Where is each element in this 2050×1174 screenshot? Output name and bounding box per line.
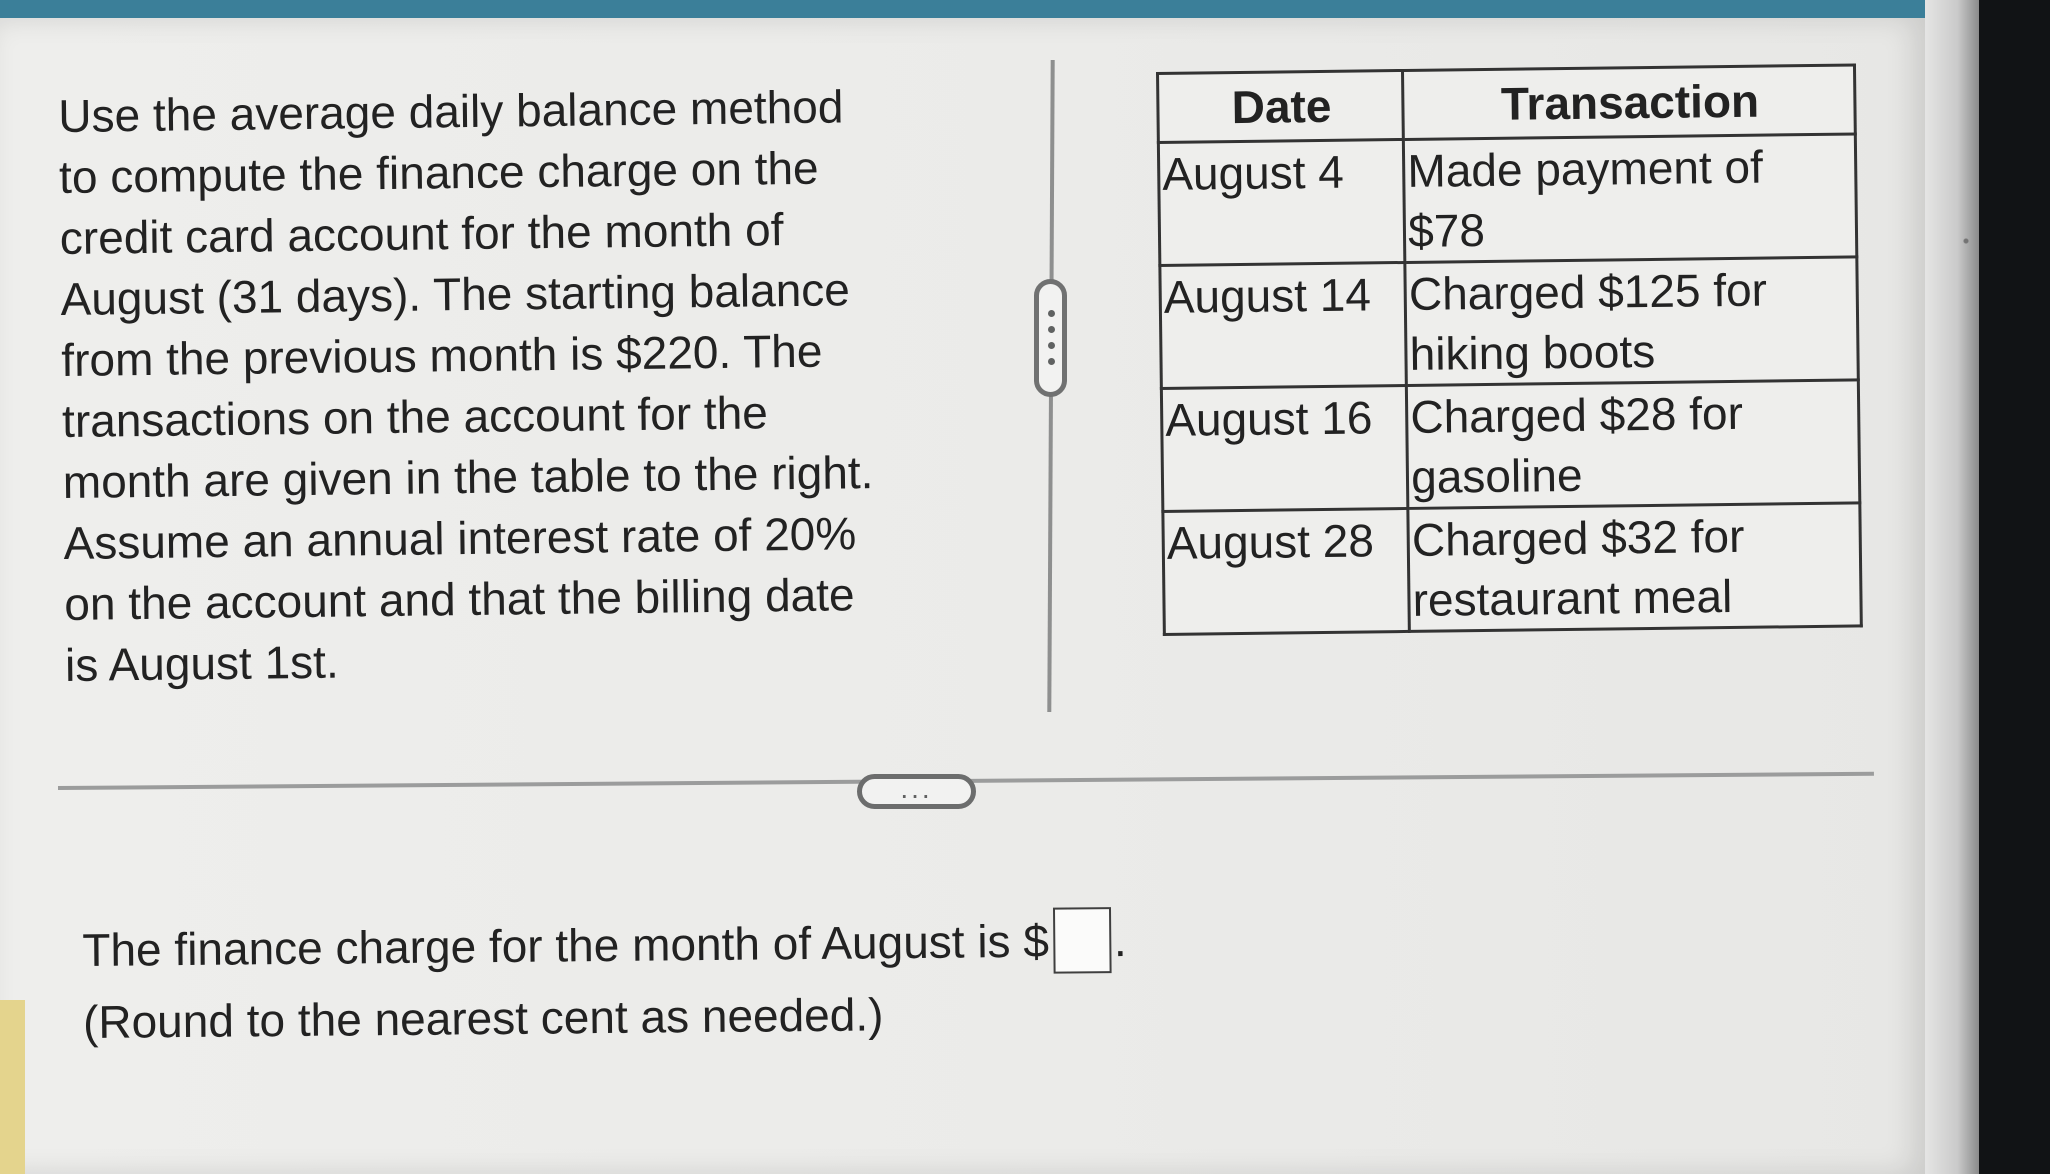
answer-suffix: . [1113, 913, 1127, 967]
date-header: Date [1158, 70, 1404, 142]
answer-prefix: The finance charge for the month of August is $ [82, 914, 1050, 976]
dot-icon [1048, 342, 1055, 349]
transaction-line: restaurant meal [1412, 570, 1733, 626]
transaction-line: Charged $28 for [1410, 386, 1744, 443]
transaction-line: Charged $32 for [1411, 509, 1745, 566]
dot-icon [1048, 358, 1055, 365]
horizontal-resize-handle[interactable]: ... [857, 774, 976, 809]
dot-icon [1048, 310, 1055, 317]
transaction-line: $78 [1407, 203, 1486, 257]
transaction-cell [1407, 380, 1860, 509]
table-row [1158, 134, 1856, 266]
table-header-row [1158, 65, 1856, 143]
problem-line-9: on the account and that the billing date [64, 568, 855, 630]
problem-line-2: to compute the finance charge on the [58, 141, 819, 203]
date-cell: August 14 [1160, 262, 1407, 388]
date-cell: August 28 [1163, 508, 1410, 634]
vertical-dots-icon [1048, 310, 1055, 366]
problem-line-10: is August 1st. [64, 635, 339, 691]
problem-line-5: from the previous month is $220. The [61, 324, 823, 386]
rounding-instruction: (Round to the nearest cent as needed.) [82, 988, 884, 1048]
monitor-bezel [1979, 0, 2050, 1174]
table-row [1161, 380, 1859, 512]
screen-smudge [1960, 230, 1972, 252]
problem-line-6: transactions on the account for the [61, 386, 769, 447]
transaction-cell [1404, 134, 1857, 263]
problem-line-1: Use the average daily balance method [58, 80, 844, 142]
problem-line-7: month are given in the table to the right. [62, 446, 874, 508]
answer-section [82, 902, 1383, 1058]
transaction-line: Charged $125 for [1408, 263, 1768, 320]
dot-icon [1048, 326, 1055, 333]
screen-edge-glare [1925, 0, 1979, 1174]
date-cell: August 4 [1158, 139, 1405, 265]
finance-charge-answer-input[interactable] [1053, 907, 1112, 974]
transaction-cell [1408, 503, 1861, 632]
transaction-line: Made payment of [1407, 140, 1764, 197]
top-color-bar [0, 0, 1925, 18]
transaction-cell [1405, 257, 1858, 386]
finance-charge-question [82, 902, 1383, 986]
left-yellow-edge [0, 1000, 25, 1174]
problem-statement [58, 75, 965, 696]
transaction-line: gasoline [1410, 448, 1583, 503]
transaction-table [1156, 63, 1863, 636]
table-row [1163, 503, 1861, 635]
problem-line-8: Assume an annual interest rate of 20% [63, 507, 857, 569]
question-panel [0, 18, 1925, 1174]
problem-line-4: August (31 days). The starting balance [60, 263, 851, 325]
date-cell: August 16 [1161, 385, 1408, 511]
transaction-line: hiking boots [1409, 324, 1656, 380]
problem-line-3: credit card account for the month of [59, 203, 784, 264]
transaction-header: Transaction [1403, 65, 1856, 140]
table-row [1160, 257, 1858, 389]
transaction-table-container [1156, 63, 1863, 644]
